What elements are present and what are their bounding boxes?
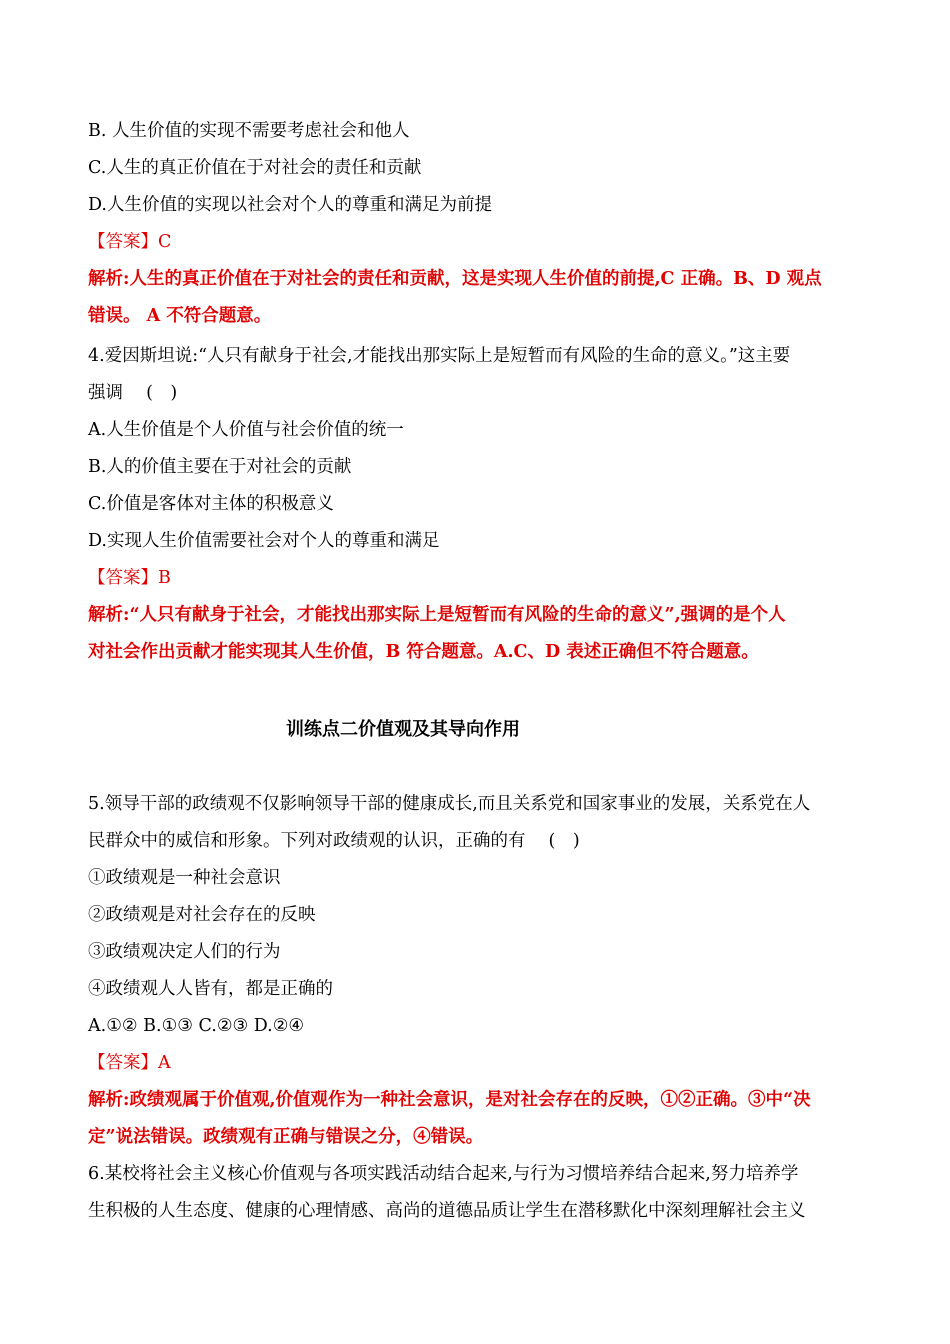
q3-option-b: B. 人生价值的实现不需要考虑社会和他人 xyxy=(88,121,410,141)
q3-explanation-line-1: 解析:人生的真正价值在于对社会的责任和贡献，这是实现人生价值的前提,C 正确。B、D 观点 xyxy=(88,269,822,289)
q5-item-3: ③政绩观决定人们的行为 xyxy=(88,942,281,962)
section-title: 训练点二价值观及其导向作用 xyxy=(286,719,520,740)
q4-answer: 【答案】B xyxy=(88,568,171,588)
q4-stem-line-2: 强调 ( ) xyxy=(88,383,178,403)
q5-explanation-line-1: 解析:政绩观属于价值观,价值观作为一种社会意识，是对社会存在的反映，①②正确。③中“决 xyxy=(88,1090,811,1110)
q4-explanation-line-2: 对社会作出贡献才能实现其人生价值，B 符合题意。A.C、D 表述正确但不符合题意。 xyxy=(88,642,759,662)
q5-explanation-line-2: 定”说法错误。政绩观有正确与错误之分，④错误。 xyxy=(88,1127,484,1147)
q5-item-2: ②政绩观是对社会存在的反映 xyxy=(88,905,316,925)
q5-options: A.①② B.①③ C.②③ D.②④ xyxy=(88,1016,305,1036)
q6-stem-line-1: 6.某校将社会主义核心价值观与各项实践活动结合起来,与行为习惯培养结合起来,努力培养学 xyxy=(88,1164,799,1184)
q4-option-a: A.人生价值是个人价值与社会价值的统一 xyxy=(88,420,404,440)
q5-stem-line-1: 5.领导干部的政绩观不仅影响领导干部的健康成长,而且关系党和国家事业的发展，关系党在人 xyxy=(88,794,811,814)
q5-answer: 【答案】A xyxy=(88,1053,171,1073)
question-3-continued xyxy=(88,113,866,335)
q4-option-c: C.价值是客体对主体的积极意义 xyxy=(88,494,334,514)
q3-option-c: C.人生的真正价值在于对社会的责任和贡献 xyxy=(88,158,422,178)
question-5 xyxy=(88,786,866,1230)
q3-answer: 【答案】C xyxy=(88,232,172,252)
q5-item-4: ④政绩观人人皆有，都是正确的 xyxy=(88,979,333,999)
q3-option-d: D.人生价值的实现以社会对个人的尊重和满足为前提 xyxy=(88,195,492,215)
question-4 xyxy=(88,338,866,671)
q5-stem-line-2: 民群众中的威信和形象。下列对政绩观的认识，正确的有 ( ) xyxy=(88,831,580,851)
q4-option-d: D.实现人生价值需要社会对个人的尊重和满足 xyxy=(88,531,440,551)
q4-stem-line-1: 4.爱因斯坦说:“人只有献身于社会,才能找出那实际上是短暂而有风险的生命的意义。”这主要 xyxy=(88,346,791,366)
q6-stem-line-2: 生积极的人生态度、健康的心理情感、高尚的道德品质让学生在潜移默化中深刻理解社会主义 xyxy=(88,1201,806,1221)
q4-option-b: B.人的价值主要在于对社会的贡献 xyxy=(88,457,352,477)
q3-explanation-line-2: 错误。 A 不符合题意。 xyxy=(88,306,272,326)
q5-item-1: ①政绩观是一种社会意识 xyxy=(88,868,281,888)
q4-explanation-line-1: 解析:“人只有献身于社会，才能找出那实际上是短暂而有风险的生命的意义”,强调的是个人 xyxy=(88,605,786,625)
